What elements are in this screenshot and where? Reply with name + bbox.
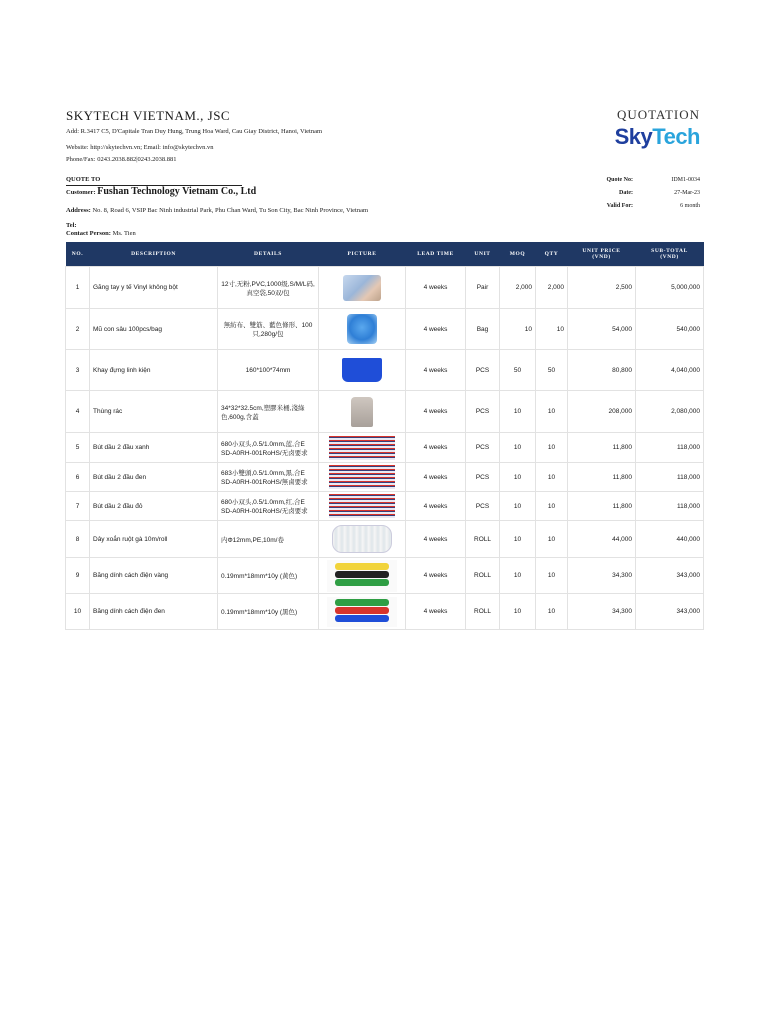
cell-details: 680小双头,0.5/1.0mm,蓝,合E SD-A0RH-001RoHS/无卤要求	[218, 433, 319, 463]
cell-no: 3	[66, 350, 90, 391]
cell-lead-time: 4 weeks	[406, 391, 466, 433]
cell-unit-price: 44,000	[568, 521, 636, 558]
date-label: Date:	[619, 190, 633, 196]
col-header-unit: UNIT	[466, 242, 500, 267]
table-row	[66, 558, 704, 594]
customer-line	[66, 186, 256, 197]
cell-picture	[319, 350, 406, 391]
cell-qty: 10	[536, 391, 568, 433]
cell-lead-time: 4 weeks	[406, 558, 466, 594]
cell-unit: ROLL	[466, 558, 500, 594]
cell-moq: 10	[500, 521, 536, 558]
skytech-logo	[615, 124, 700, 150]
red-marker-image	[329, 494, 395, 518]
cell-description: Bút dầu 2 đầu xanh	[90, 433, 218, 463]
col-header-description: DESCRIPTION	[90, 242, 218, 267]
cell-description: Dây xoắn ruột gà 10m/roll	[90, 521, 218, 558]
cell-lead-time: 4 weeks	[406, 267, 466, 309]
cell-subtotal: 2,080,000	[636, 391, 704, 433]
cell-qty: 10	[536, 594, 568, 630]
valid-for-value: 6 month	[680, 203, 700, 209]
cell-picture	[319, 463, 406, 492]
cap-bag-image	[347, 314, 377, 344]
cell-unit: PCS	[466, 391, 500, 433]
cell-details: 無紡布、雙筋、藍色條形、100只,280g/包	[218, 309, 319, 350]
company-name: SKYTECH VIETNAM., JSC	[66, 108, 231, 123]
blue-marker-image	[329, 436, 395, 460]
col-header-lead-time: LEAD TIME	[406, 242, 466, 267]
cell-unit: Pair	[466, 267, 500, 309]
company-website: Website: http://skytechvn.vn; Email: info@skytechvn.vn	[66, 144, 214, 151]
col-header-picture: PICTURE	[319, 242, 406, 267]
cell-lead-time: 4 weeks	[406, 350, 466, 391]
table-row	[66, 492, 704, 521]
company-address: Add: R.3417 C5, D'Capitale Tran Duy Hung, Trung Hoa Ward, Cau Giay District, Hanoi, Vietnam	[66, 128, 323, 135]
cell-lead-time: 4 weeks	[406, 521, 466, 558]
cell-unit: PCS	[466, 433, 500, 463]
cell-moq: 10	[500, 594, 536, 630]
quote-no-value: IDM1-0034	[671, 177, 700, 183]
cell-lead-time: 4 weeks	[406, 463, 466, 492]
cell-no: 7	[66, 492, 90, 521]
unit-price-currency: (VND)	[592, 254, 611, 260]
table-row	[66, 391, 704, 433]
cell-lead-time: 4 weeks	[406, 594, 466, 630]
customer-name: Fushan Technology Vietnam Co., Ltd	[97, 186, 257, 197]
col-header-qty: QTY	[536, 242, 568, 267]
date-value: 27-Mar-23	[674, 190, 700, 196]
valid-for-label: Valid For:	[606, 203, 633, 209]
table-row	[66, 309, 704, 350]
cell-picture	[319, 558, 406, 594]
cell-unit-price: 34,300	[568, 558, 636, 594]
cell-no: 10	[66, 594, 90, 630]
cell-description: Bút dầu 2 đầu đỏ	[90, 492, 218, 521]
table-row	[66, 350, 704, 391]
cell-picture	[319, 309, 406, 350]
black-marker-image	[329, 465, 395, 489]
cell-subtotal: 343,000	[636, 558, 704, 594]
col-header-subtotal	[636, 242, 704, 267]
logo-sky-text: Sky	[614, 124, 653, 149]
cell-subtotal: 343,000	[636, 594, 704, 630]
cell-description: Băng dính cách điện đen	[90, 594, 218, 630]
yellow-tape-image	[327, 560, 397, 592]
cell-qty: 10	[536, 521, 568, 558]
cell-details: 内Φ12mm,PE,10m/卷	[218, 521, 319, 558]
cell-description: Găng tay y tế Vinyl không bột	[90, 267, 218, 309]
cell-description: Bút dầu 2 đầu đen	[90, 463, 218, 492]
cell-unit-price: 11,800	[568, 463, 636, 492]
logo-tech-text: Tech	[652, 124, 700, 149]
customer-address-line	[66, 207, 368, 214]
cell-unit: PCS	[466, 350, 500, 391]
subtotal-currency: (VND)	[660, 254, 679, 260]
cell-unit: PCS	[466, 463, 500, 492]
col-header-details: DETAILS	[218, 242, 319, 267]
cell-subtotal: 118,000	[636, 492, 704, 521]
table-row	[66, 433, 704, 463]
cell-subtotal: 440,000	[636, 521, 704, 558]
component-tray-image	[342, 358, 382, 382]
document-title: QUOTATION	[616, 107, 700, 122]
cell-unit-price: 2,500	[568, 267, 636, 309]
cell-qty: 10	[536, 492, 568, 521]
cell-moq: 50	[500, 350, 536, 391]
contact-label: Contact Person:	[66, 230, 111, 237]
cell-no: 4	[66, 391, 90, 433]
cell-no: 6	[66, 463, 90, 492]
cell-unit: Bag	[466, 309, 500, 350]
cell-picture	[319, 433, 406, 463]
unit-price-label: UNIT PRICE	[582, 248, 621, 254]
quotation-table	[65, 242, 704, 630]
cell-picture	[319, 594, 406, 630]
cell-unit-price: 54,000	[568, 309, 636, 350]
cell-unit-price: 11,800	[568, 492, 636, 521]
cell-no: 9	[66, 558, 90, 594]
cell-picture	[319, 521, 406, 558]
cell-unit-price: 34,300	[568, 594, 636, 630]
cell-lead-time: 4 weeks	[406, 492, 466, 521]
cell-subtotal: 118,000	[636, 463, 704, 492]
cell-moq: 2,000	[500, 267, 536, 309]
tel-label: Tel:	[66, 222, 77, 229]
quote-no-label: Quote No:	[606, 177, 633, 183]
company-phone: Phone/Fax: 0243.2038.882|0243.2038.881	[66, 156, 177, 163]
cell-qty: 10	[536, 463, 568, 492]
cell-picture	[319, 492, 406, 521]
spiral-tube-image	[332, 525, 392, 553]
cell-subtotal: 5,000,000	[636, 267, 704, 309]
cell-unit-price: 208,000	[568, 391, 636, 433]
glove-image	[343, 275, 381, 301]
cell-no: 2	[66, 309, 90, 350]
cell-description: Thùng rác	[90, 391, 218, 433]
subtotal-label: SUB-TOTAL	[651, 248, 688, 254]
cell-description: Băng dính cách điện vàng	[90, 558, 218, 594]
cell-details: 680小双头,0.5/1.0mm,红,合E SD-A0RH-001RoHS/无卤要求	[218, 492, 319, 521]
cell-qty: 10	[536, 433, 568, 463]
cell-unit: ROLL	[466, 521, 500, 558]
cell-details: 0.19mm*18mm*10y (黃色)	[218, 558, 319, 594]
cell-moq: 10	[500, 463, 536, 492]
cell-moq: 10	[500, 391, 536, 433]
quote-to-heading: QUOTE TO	[66, 176, 242, 186]
trash-bin-image	[351, 397, 373, 427]
cell-qty: 10	[536, 309, 568, 350]
cell-lead-time: 4 weeks	[406, 433, 466, 463]
cell-details: 0.19mm*18mm*10y (黑色)	[218, 594, 319, 630]
cell-unit-price: 11,800	[568, 433, 636, 463]
table-row	[66, 521, 704, 558]
col-header-no: NO.	[66, 242, 90, 267]
cell-picture	[319, 267, 406, 309]
contact-value: Ms. Tien	[112, 230, 136, 237]
cell-subtotal: 540,000	[636, 309, 704, 350]
black-tape-image	[327, 597, 397, 627]
cell-unit: ROLL	[466, 594, 500, 630]
cell-moq: 10	[500, 492, 536, 521]
cell-description: Khay đựng linh kiện	[90, 350, 218, 391]
cell-description: Mũ con sâu 100pcs/bag	[90, 309, 218, 350]
cell-unit: PCS	[466, 492, 500, 521]
cell-no: 8	[66, 521, 90, 558]
col-header-unit-price	[568, 242, 636, 267]
cell-moq: 10	[500, 558, 536, 594]
cell-unit-price: 80,800	[568, 350, 636, 391]
cell-no: 1	[66, 267, 90, 309]
address-label: Address:	[66, 207, 91, 214]
cell-details: 12寸,无粉,PVC,1000级,S/M/L码,真空袋,50双/包	[218, 267, 319, 309]
cell-qty: 2,000	[536, 267, 568, 309]
address-value: No. 8, Road 6, VSIP Bac Ninh industrial Park, Phu Chan Ward, Tu Son City, Bac Ninh Province, Vietnam	[92, 207, 369, 214]
table-header-row	[66, 242, 704, 267]
cell-lead-time: 4 weeks	[406, 309, 466, 350]
cell-moq: 10	[500, 433, 536, 463]
cell-picture	[319, 391, 406, 433]
table-row	[66, 594, 704, 630]
contact-line	[66, 230, 136, 237]
customer-label: Customer:	[66, 189, 96, 196]
cell-qty: 10	[536, 558, 568, 594]
table-row	[66, 463, 704, 492]
cell-details: 160*100*74mm	[218, 350, 319, 391]
cell-no: 5	[66, 433, 90, 463]
cell-moq: 10	[500, 309, 536, 350]
col-header-moq: MOQ	[500, 242, 536, 267]
cell-qty: 50	[536, 350, 568, 391]
cell-details: 683小雙頭,0.5/1.0mm,黑,合E SD-A0RH-001RoHS/無鹵要求	[218, 463, 319, 492]
cell-subtotal: 118,000	[636, 433, 704, 463]
cell-subtotal: 4,040,000	[636, 350, 704, 391]
cell-details: 34*32*32.5cm,塑膠米桶,淺綠色,600g,含蓋	[218, 391, 319, 433]
table-row	[66, 267, 704, 309]
